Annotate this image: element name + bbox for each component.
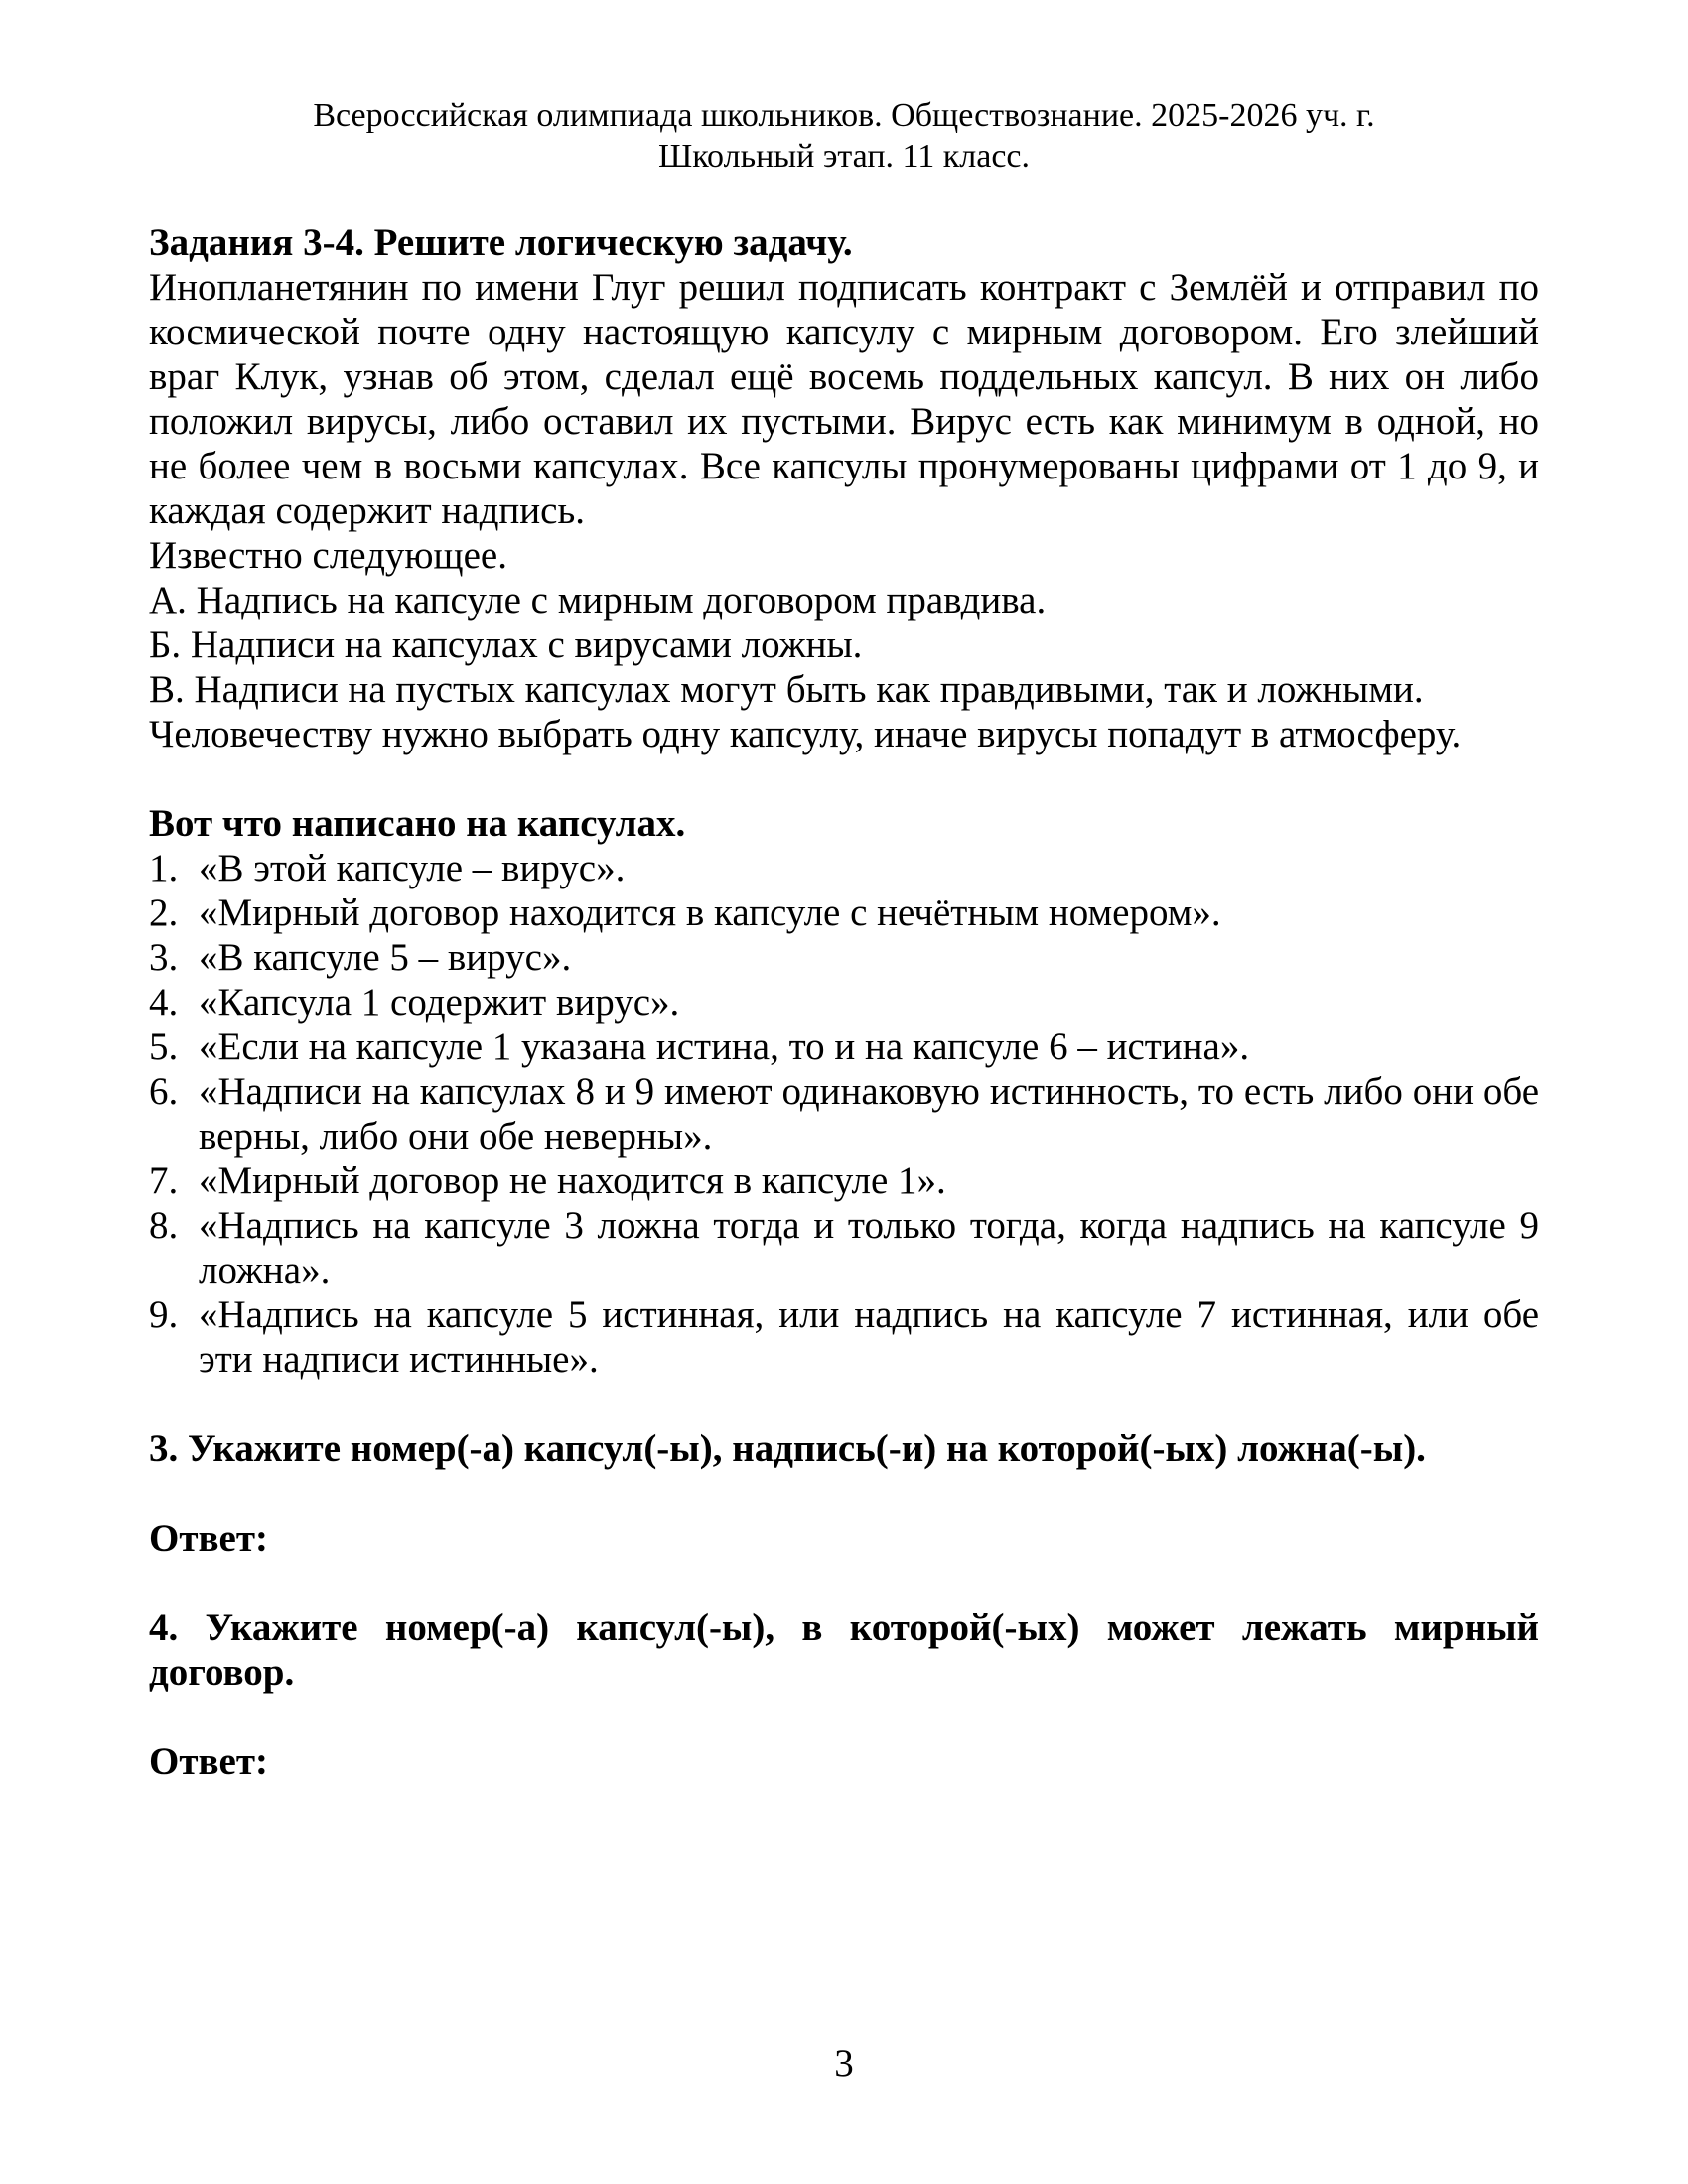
blank-line (149, 1561, 1539, 1605)
fact-b: Б. Надписи на капсулах с вирусами ложны. (149, 623, 863, 666)
capsules-heading: Вот что написано на капсулах. (149, 802, 686, 845)
capsule-number: 9. (149, 1294, 179, 1336)
capsule-number: 6. (149, 1070, 179, 1113)
header-line-1: Всероссийская олимпиада школьников. Обществознание. 2025-2026 уч. г. (313, 97, 1375, 134)
page-number: 3 (834, 2042, 854, 2085)
capsule-number: 2. (149, 891, 179, 934)
capsule-number: 7. (149, 1160, 179, 1202)
capsule-list-item (149, 935, 1539, 980)
capsule-text: «Надписи на капсулах 8 и 9 имеют одинаковую истинность, то есть либо они обе верны, либо они обе неверны». (199, 1070, 1539, 1158)
task-title: Задания 3-4. Решите логическую задачу. (149, 221, 853, 264)
choice-note: Человечеству нужно выбрать одну капсулу, иначе вирусы попадут в атмосферу. (149, 713, 1462, 755)
question-4: 4. Укажите номер(-а) капсул(-ы), в которой(-ых) может лежать мирный договор. (149, 1606, 1539, 1694)
capsule-text: «Капсула 1 содержит вирус». (199, 981, 680, 1024)
capsule-number: 4. (149, 981, 179, 1024)
capsule-list-item (149, 890, 1539, 935)
page-header (149, 95, 1539, 177)
fact-v: В. Надписи на пустых капсулах могут быть как правдивыми, так и ложными. (149, 668, 1424, 711)
answer-3-label: Ответ: (149, 1517, 269, 1560)
capsule-text: «Мирный договор находится в капсуле с нечётным номером». (199, 891, 1221, 934)
blank-line (149, 1382, 1539, 1427)
capsule-number: 1. (149, 847, 179, 889)
capsule-number: 8. (149, 1204, 179, 1247)
task-content (149, 220, 1539, 1784)
capsule-text: «Если на капсуле 1 указана истина, то и на капсуле 6 – истина». (199, 1025, 1250, 1068)
capsule-list-item (149, 1293, 1539, 1382)
capsule-list-item (149, 1069, 1539, 1159)
question-3: 3. Укажите номер(-а) капсул(-ы), надпись(-и) на которой(-ых) ложна(-ы). (149, 1428, 1426, 1470)
header-line-2: Школьный этап. 11 класс. (657, 138, 1031, 175)
capsule-list-item (149, 846, 1539, 890)
capsule-text: «В этой капсуле – вирус». (199, 847, 626, 889)
capsule-number: 5. (149, 1025, 179, 1068)
capsule-list-item (149, 1159, 1539, 1203)
capsule-list-item (149, 980, 1539, 1024)
capsule-text: «Надпись на капсуле 3 ложна тогда и только тогда, когда надпись на капсуле 9 ложна». (199, 1204, 1539, 1292)
capsule-list-item (149, 1024, 1539, 1069)
known-intro: Известно следующее. (149, 534, 507, 577)
answer-4-label: Ответ: (149, 1740, 269, 1783)
blank-line (149, 756, 1539, 801)
capsule-list-item (149, 1203, 1539, 1293)
fact-a: А. Надпись на капсуле с мирным договором правдива. (149, 579, 1047, 621)
capsule-text: «В капсуле 5 – вирус». (199, 936, 572, 979)
blank-line (149, 1471, 1539, 1516)
intro-paragraph: Инопланетянин по имени Глуг решил подписать контракт с Землёй и отправил по космической почте одну настоящую капсулу с мирным договором. Его злейший враг Клук, узнав об этом, сделал ещё восемь поддельных капсул. В них он либо положил вирусы, либо оставил их пустыми. Вирус есть как минимум в одной, но не более чем в восьми капсулах. Все капсулы пронумерованы цифрами от 1 до 9, и каждая содержит надпись. (149, 266, 1539, 532)
capsule-number: 3. (149, 936, 179, 979)
blank-line (149, 1695, 1539, 1739)
capsule-text: «Надпись на капсуле 5 истинная, или надпись на капсуле 7 истинная, или обе эти надписи истинные». (199, 1294, 1539, 1381)
capsule-text: «Мирный договор не находится в капсуле 1». (199, 1160, 946, 1202)
